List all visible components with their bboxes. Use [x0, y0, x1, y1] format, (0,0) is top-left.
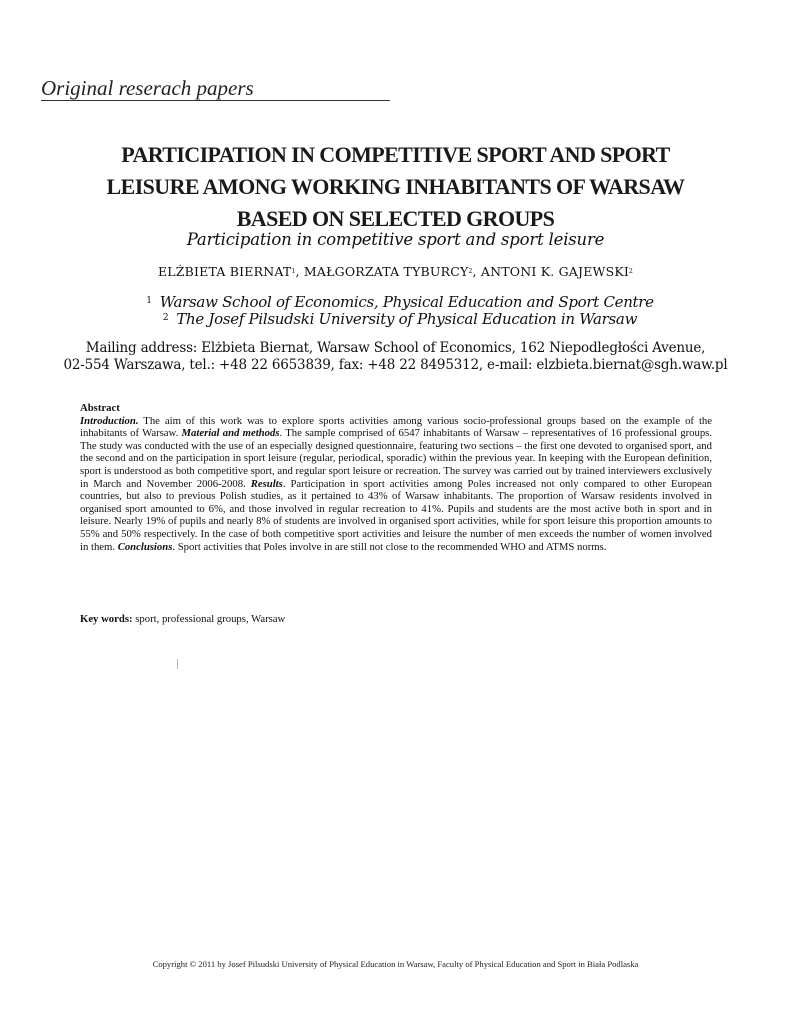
affiliation-text: The Josef Pilsudski University of Physical Education in Warsaw	[176, 310, 638, 328]
abstract-conclusions-text: . Sport activities that Poles involve in are still not close to the recommended WHO and ATMS norms.	[172, 540, 607, 553]
affiliation	[100, 293, 700, 311]
mailing-address	[40, 340, 751, 374]
title-line: LEISURE AMONG WORKING INHABITANTS OF WARSAW	[106, 174, 685, 199]
title-line: PARTICIPATION IN COMPETITIVE SPORT AND SPORT	[121, 142, 670, 167]
author-affiliation-mark: 2	[629, 268, 634, 275]
paper-title	[60, 139, 731, 235]
keywords-label: Key words:	[80, 613, 133, 625]
section-rule	[41, 100, 390, 101]
author-name: ANTONI K. GAJEWSKI	[480, 264, 630, 279]
abstract-intro-text: The aim of this work was to explore sports activities among various socio-professional groups based on the example of the inhabitants of Warsaw.	[80, 414, 712, 440]
affiliation-text: Warsaw School of Economics, Physical Education and Sport Centre	[159, 293, 654, 311]
section-label: Original reserach papers	[41, 76, 254, 100]
abstract-heading: Abstract	[80, 402, 120, 414]
mailing-line: 02-554 Warszawa, tel.: +48 22 6653839, fax: +48 22 8495312, e-mail: elzbieta.biernat@sgh.waw.pl	[63, 357, 728, 373]
author-affiliation-mark: 2	[468, 268, 473, 275]
abstract-results-text: . Participation in sport activities among Poles increased not only compared to other European countries, but also to previous Polish studies, as it pertained to 43% of Warsaw inhabitants. The proportion of Warsaw residents involved in organised sport amounted to 6%, and those involved in regular recreation to 41%. Pupils and students are the most active both in sport and in leisure. Nearly 19% of pupils and nearly 8% of students are involved in organised sport activities, while for sport leisure this proportion amounts to 55% and 50% respectively. In the case of both competitive sport activities and leisure the number of men exceeds the number of women involved in them.	[80, 477, 712, 553]
affiliation-number: 2	[162, 313, 169, 323]
author-list	[40, 264, 751, 279]
author-separator: ,	[295, 264, 304, 279]
keywords	[80, 613, 285, 625]
paper-subtitle: Participation in competitive sport and sport leisure	[186, 230, 605, 249]
affiliation-number: 1	[146, 296, 152, 306]
title-line: BASED ON SELECTED GROUPS	[236, 206, 555, 231]
abstract	[80, 402, 712, 553]
abstract-conclusions-label: Conclusions	[117, 540, 173, 553]
abstract-intro-label: Introduction.	[80, 414, 139, 427]
keywords-text: sport, professional groups, Warsaw	[132, 613, 286, 625]
abstract-methods-text: . The sample comprised of 6547 inhabitants of Warsaw – representatives of 16 professional groups. The study was conducted with the use of an especially designed questionnaire, featuring two sections – the first one devoted to organised sport, and the second and on the participation in sport leisure (regular, periodical, sporadic) within the previous year. In keeping with the European definition, sport is understood as both competitive sport, and regular sport leisure or recreation. The survey was carried out by trained interviewers exclusively in March and November 2006-2008.	[80, 427, 712, 490]
author-separator: ,	[472, 264, 481, 279]
mailing-line: Mailing address: Elżbieta Biernat, Warsaw School of Economics, 162 Niepodległości Avenue,	[85, 340, 706, 356]
author-name: ELŻBIETA BIERNAT	[157, 264, 292, 279]
affiliation	[100, 310, 700, 328]
abstract-methods-label: Material and methods	[181, 427, 280, 440]
copyright-notice: Copyright © 2011 by Josef Pilsudski University of Physical Education in Warsaw, Faculty of Physical Education and Sport in Biała Podlaska	[152, 959, 639, 969]
author-name: MAŁGORZATA TYBURCY	[303, 264, 469, 279]
text-cursor-mark	[177, 659, 178, 669]
abstract-results-label: Results	[250, 477, 283, 490]
author-affiliation-mark: 1	[291, 268, 296, 275]
